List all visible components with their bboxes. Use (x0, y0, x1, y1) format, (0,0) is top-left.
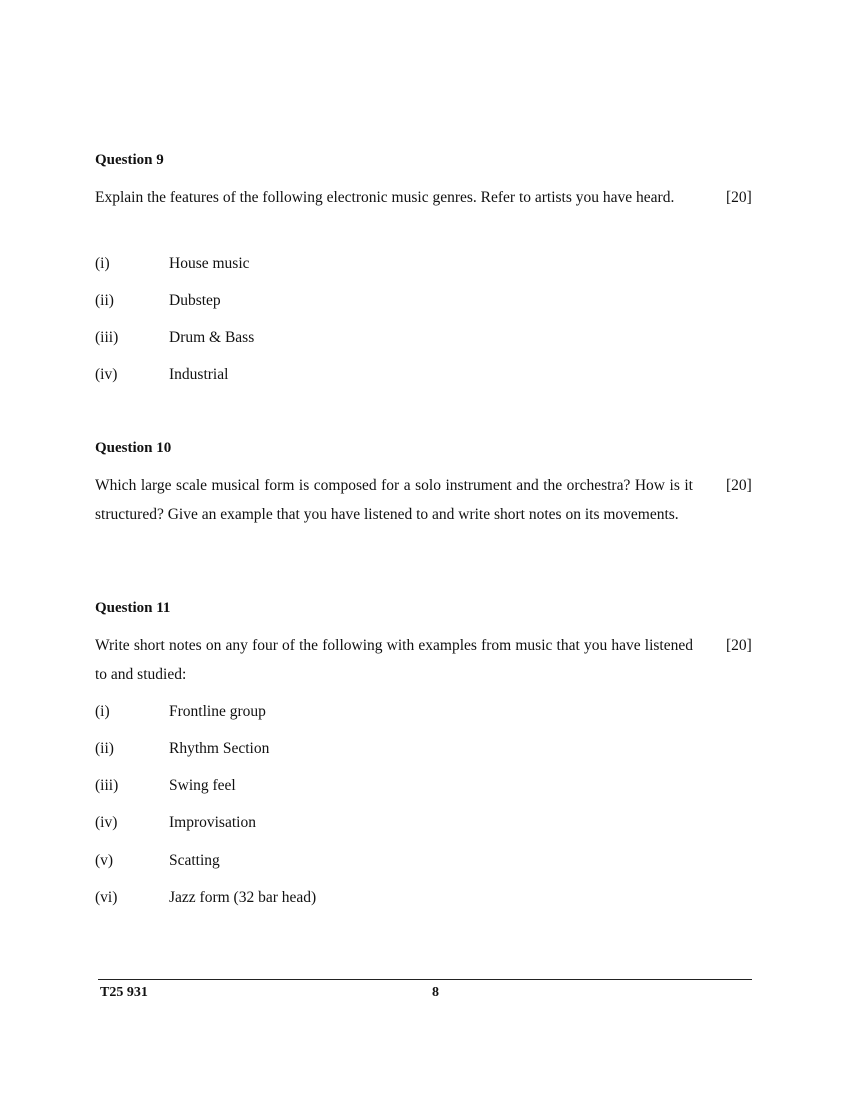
page-number: 8 (432, 985, 439, 1000)
list-item-number: (v) (95, 852, 114, 869)
footer-divider (98, 979, 752, 980)
question-title: Question 11 (95, 600, 171, 616)
list-item-number: (iii) (95, 777, 119, 794)
question-text: Write short notes on any four of the following with examples from music that you have listened to and studied: (95, 637, 693, 683)
list-item-text: Jazz form (32 bar head) (169, 889, 317, 906)
list-item-number: (iii) (95, 329, 119, 346)
list-item-text: Frontline group (169, 703, 266, 720)
list-item-number: (i) (95, 255, 110, 272)
list-item-text: Industrial (169, 366, 229, 383)
list-item-number: (i) (95, 703, 110, 720)
list-item-text: Improvisation (169, 814, 256, 831)
question-title: Question 10 (95, 440, 172, 456)
paper-code: T25 931 (100, 985, 148, 1000)
question-marks: [20] (726, 189, 752, 206)
list-item-text: House music (169, 255, 250, 272)
list-item-text: Scatting (169, 852, 220, 869)
question-title: Question 9 (95, 152, 164, 168)
list-item-text: Swing feel (169, 777, 236, 794)
list-item-number: (iv) (95, 814, 118, 831)
question-text: Explain the features of the following electronic music genres. Refer to artists you have heard. (95, 189, 675, 206)
list-item-number: (ii) (95, 292, 114, 309)
list-item-text: Drum & Bass (169, 329, 255, 346)
list-item-text: Rhythm Section (169, 740, 270, 757)
list-item-number: (ii) (95, 740, 114, 757)
list-item-text: Dubstep (169, 292, 221, 309)
list-item-number: (vi) (95, 889, 118, 906)
list-item-number: (iv) (95, 366, 118, 383)
question-marks: [20] (726, 477, 752, 494)
question-marks: [20] (726, 637, 752, 654)
question-text: Which large scale musical form is composed for a solo instrument and the orchestra? How is it structured? Give an example that you have listened to and write short notes on its movements. (95, 477, 693, 523)
